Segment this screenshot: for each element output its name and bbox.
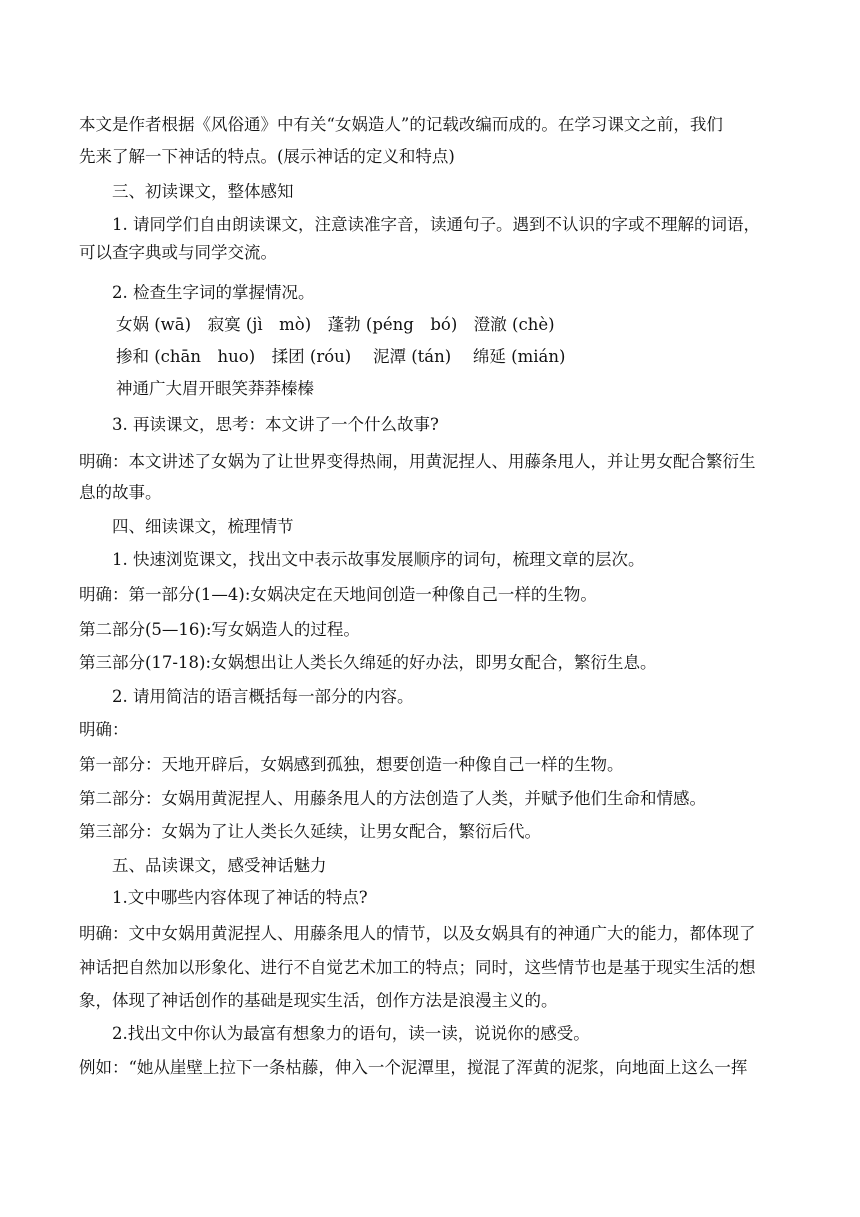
text-line: 息的故事。 <box>79 483 162 502</box>
text-line: 明确：第一部分(1—4):女娲决定在天地间创造一种像自己一样的生物。 <box>79 585 597 604</box>
text-line: 例如：“她从崖壁上拉下一条枯藤，伸入一个泥潭里，搅混了浑黄的泥浆，向地面上这么一挥 <box>79 1058 748 1077</box>
text-line: 明确：文中女娲用黄泥捏人、用藤条甩人的情节，以及女娲具有的神通广大的能力，都体现了 <box>79 924 756 943</box>
text-line: 2. 检查生字词的掌握情况。 <box>112 283 315 302</box>
text-line: 第二部分：女娲用黄泥捏人、用藤条甩人的方法创造了人类，并赋予他们生命和情感。 <box>79 789 706 808</box>
text-line: 第三部分：女娲为了让人类长久延续，让男女配合，繁衍后代。 <box>79 822 541 841</box>
text-line: 2.找出文中你认为最富有想象力的语句，读一读，说说你的感受。 <box>112 1024 590 1043</box>
text-line: 第三部分(17-18):女娲想出让人类长久绵延的好办法，即男女配合，繁衍生息。 <box>79 653 657 672</box>
text-line: 1.文中哪些内容体现了神话的特点? <box>112 888 368 907</box>
section-heading: 三、初读课文，整体感知 <box>112 182 294 201</box>
vocab-line: 神通广大眉开眼笑莽莽榛榛 <box>116 379 314 398</box>
text-line: 明确：本文讲述了女娲为了让世界变得热闹，用黄泥捏人、用藤条甩人，并让男女配合繁衍生 <box>79 452 756 471</box>
text-line: 3. 再读课文，思考：本文讲了一个什么故事? <box>112 415 439 434</box>
text-line: 第二部分(5—16):写女娲造人的过程。 <box>79 620 360 639</box>
text-line: 神话把自然加以形象化、进行不自觉艺术加工的特点；同时，这些情节也是基于现实生活的想 <box>79 958 756 977</box>
vocab-line: 掺和 (chān huo) 揉团 (róu) 泥潭 (tán) 绵延 (mián) <box>116 347 566 366</box>
text-line: 第一部分：天地开辟后，女娲感到孤独，想要创造一种像自己一样的生物。 <box>79 755 624 774</box>
section-heading: 四、细读课文，梳理情节 <box>112 517 294 536</box>
text-line: 2. 请用简洁的语言概括每一部分的内容。 <box>112 687 414 706</box>
text-line: 明确： <box>79 720 129 739</box>
text-line: 象，体现了神话创作的基础是现实生活，创作方法是浪漫主义的。 <box>79 991 558 1010</box>
text-line: 先来了解一下神话的特点。(展示神话的定义和特点) <box>79 147 455 166</box>
text-line: 本文是作者根据《风俗通》中有关“女娲造人”的记载改编而成的。在学习课文之前，我们 <box>79 115 723 134</box>
vocab-line: 女娲 (wā) 寂寞 (jì mò) 蓬勃 (péng bó) 澄澈 (chè) <box>116 315 555 334</box>
text-line: 可以查字典或与同学交流。 <box>79 243 277 262</box>
section-heading: 五、品读课文，感受神话魅力 <box>112 856 327 875</box>
text-line: 1. 请同学们自由朗读课文，注意读准字音，读通句子。遇到不认识的字或不理解的词语， <box>112 215 760 234</box>
text-line: 1. 快速浏览课文，找出文中表示故事发展顺序的词句，梳理文章的层次。 <box>112 550 645 569</box>
